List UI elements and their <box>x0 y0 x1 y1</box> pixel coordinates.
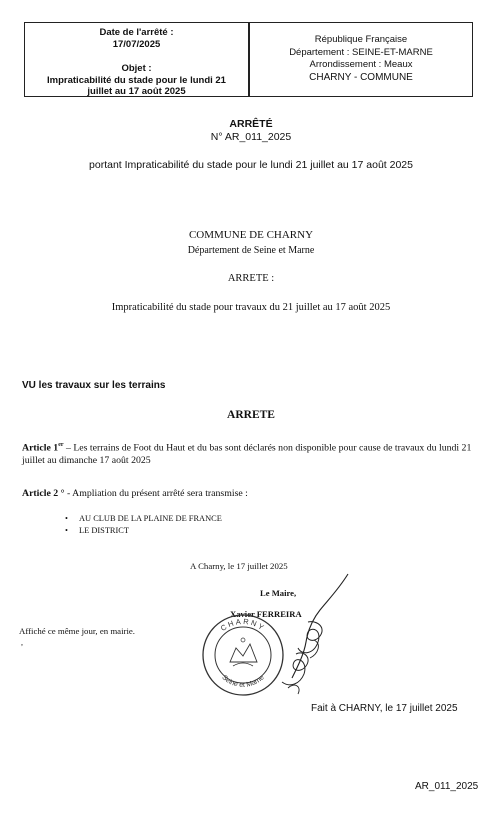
object-line-2: juillet au 17 août 2025 <box>87 86 186 97</box>
date-value: 17/07/2025 <box>112 39 161 50</box>
vu-line: VU les travaux sur les terrains <box>22 380 166 391</box>
stamp-bottom-text: Seine et Marne <box>220 674 266 690</box>
department-name: Département de Seine et Marne <box>187 245 315 256</box>
list-item <box>65 525 222 537</box>
mayor-name: Xavier FERREIRA <box>230 609 302 619</box>
done-at-line: Fait à CHARNY, le 17 juillet 2025 <box>311 703 458 714</box>
recipient-club: AU CLUB DE LA PLAINE DE FRANCE <box>79 514 222 523</box>
stray-mark: , <box>21 638 23 647</box>
bullet: • <box>65 526 68 535</box>
object-label: Objet : <box>121 63 152 74</box>
object-line-1: Impraticabilité du stade pour le lundi 21 <box>47 75 226 86</box>
header-left-box <box>24 22 249 97</box>
impraticabilite-line: Impraticabilité du stade pour travaux du 21 juillet au 17 août 2025 <box>111 302 391 313</box>
article-2 <box>22 487 474 500</box>
document-heading: ARRÊTÉ <box>229 118 273 130</box>
mayor-role: Le Maire, <box>260 588 297 598</box>
place-date: A Charny, le 17 juillet 2025 <box>190 561 288 571</box>
commune-line: CHARNY - COMMUNE <box>309 72 413 83</box>
republic-line: République Française <box>314 34 408 45</box>
posted-notice: Affiché ce même jour, en mairie. <box>19 626 135 636</box>
arrete-heading-2: ARRETE <box>227 409 275 421</box>
list-item <box>65 513 222 525</box>
article-1-superscript: er <box>58 442 64 448</box>
document-reference: AR_011_2025 <box>415 781 479 792</box>
article-2-label: Article 2 ° <box>22 488 65 499</box>
recipient-list <box>65 513 222 537</box>
commune-name: COMMUNE DE CHARNY <box>188 229 314 241</box>
date-label: Date de l'arrêté : <box>99 27 174 38</box>
recipient-district: LE DISTRICT <box>79 526 130 535</box>
department-line: Département : SEINE-ET-MARNE <box>289 47 433 58</box>
article-1-label: Article 1 <box>22 442 59 454</box>
document-subject: portant Impraticabilité du stade pour le lundi 21 juillet au 17 août 2025 <box>89 159 413 171</box>
svg-text:Seine et Marne <box>220 674 265 689</box>
arrondissement-line: Arrondissement : Meaux <box>309 59 413 70</box>
bullet: • <box>65 514 68 523</box>
mayor-signature <box>268 570 358 705</box>
header-right-box <box>249 22 473 97</box>
article-2-text: - Ampliation du présent arrêté sera transmise : <box>64 488 248 499</box>
document-number: N° AR_011_2025 <box>210 131 292 143</box>
stamp-top-text: CHARNY <box>218 616 268 633</box>
article-1 <box>22 439 474 467</box>
article-1-text: – Les terrains de Foot du Haut et du bas sont déclarés non disponible pour cause de travaux du lundi 21 juillet au dimanche 17 août 2025 <box>22 442 472 467</box>
arrete-heading: ARRETE : <box>227 273 275 284</box>
